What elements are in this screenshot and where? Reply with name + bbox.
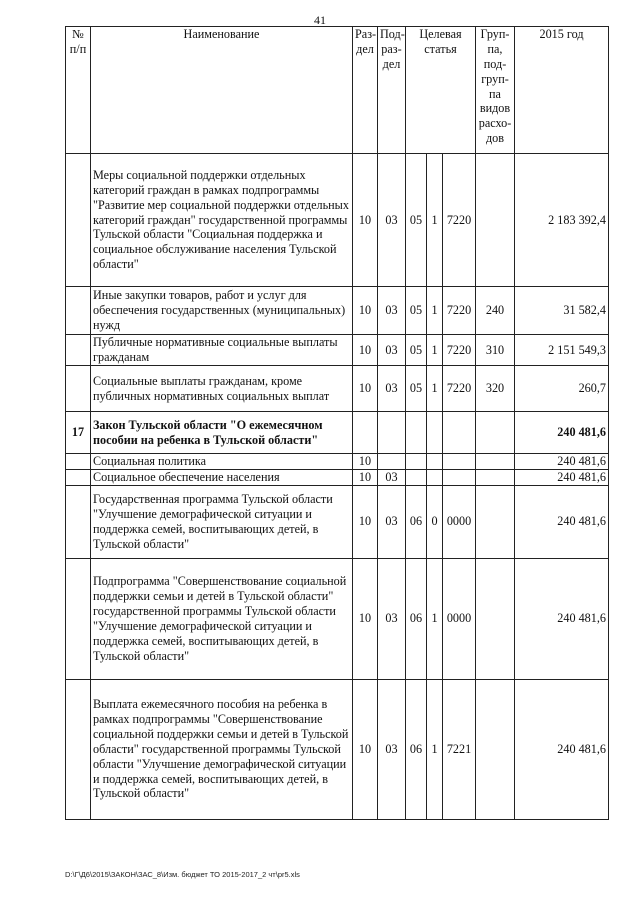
row-razdel: 10 [353, 679, 378, 819]
row-podrazdel: 03 [378, 679, 406, 819]
row-tsel-direction [443, 454, 476, 470]
header-row [66, 27, 609, 154]
file-path-footer: D:\Г\Д6\2015\ЗАКОН\ЗАС_8\Изм. бюджет ТО 2015-2017_2 чт\pr5.xls [65, 870, 300, 879]
row-tsel-sub: 1 [427, 366, 443, 412]
row-name: Меры социальной поддержки отдельных категорий граждан в рамках подпрограммы "Развитие мер социальной поддержки отдельных категорий граждан" государственной программы Тульской области "Социальная поддержка и социальное обслуживание населения Тульской области" [91, 154, 353, 287]
row-tsel-direction: 7220 [443, 335, 476, 366]
row-name: Закон Тульской области "О ежемесячном пособии на ребенка в Тульской области" [91, 412, 353, 454]
page-number: 41 [314, 13, 326, 27]
row-podrazdel: 03 [378, 558, 406, 679]
row-tsel-program: 06 [406, 485, 427, 558]
row-vid-rashodov [476, 469, 515, 485]
table-row [66, 558, 609, 679]
row-razdel: 10 [353, 366, 378, 412]
row-podrazdel: 03 [378, 154, 406, 287]
row-razdel: 10 [353, 469, 378, 485]
row-tsel-direction: 0000 [443, 485, 476, 558]
row-podrazdel [378, 412, 406, 454]
row-sum: 240 481,6 [515, 412, 609, 454]
row-tsel-sub: 1 [427, 287, 443, 335]
row-razdel: 10 [353, 335, 378, 366]
row-podrazdel: 03 [378, 485, 406, 558]
table-row [66, 335, 609, 366]
row-name: Социальные выплаты гражданам, кроме публичных нормативных социальных выплат [91, 366, 353, 412]
row-tsel-sub: 1 [427, 679, 443, 819]
row-sum: 260,7 [515, 366, 609, 412]
row-tsel-direction: 7220 [443, 154, 476, 287]
row-number: 17 [66, 412, 91, 454]
row-vid-rashodov [476, 558, 515, 679]
row-number [66, 558, 91, 679]
row-tsel-program [406, 469, 427, 485]
row-number [66, 469, 91, 485]
row-tsel-program: 06 [406, 558, 427, 679]
budget-table [65, 26, 609, 820]
row-razdel: 10 [353, 558, 378, 679]
header-name: Наименование [91, 27, 353, 154]
row-tsel-program: 06 [406, 679, 427, 819]
row-razdel: 10 [353, 485, 378, 558]
row-number [66, 366, 91, 412]
header-year: 2015 год [515, 27, 609, 154]
row-tsel-program: 05 [406, 154, 427, 287]
row-name: Выплата ежемесячного пособия на ребенка в рамках подпрограммы "Совершенствование социальной поддержки семьи и детей в Тульской области" государственной программы Тульской области "Улучшение демографической ситуации и поддержка семей, воспитывающих детей, в Тульской области" [91, 679, 353, 819]
row-vid-rashodov [476, 154, 515, 287]
row-podrazdel: 03 [378, 335, 406, 366]
table-row [66, 679, 609, 819]
row-name: Социальное обеспечение населения [91, 469, 353, 485]
row-tsel-direction [443, 469, 476, 485]
row-podrazdel: 03 [378, 287, 406, 335]
row-tsel-direction: 7221 [443, 679, 476, 819]
row-vid-rashodov [476, 454, 515, 470]
row-name: Подпрограмма "Совершенствование социальной поддержки семьи и детей в Тульской области" государственной программы Тульской области "Улучшение демографической ситуации и поддержка семей, воспитывающих детей, в Тульской области" [91, 558, 353, 679]
row-tsel-sub [427, 454, 443, 470]
row-tsel-sub [427, 412, 443, 454]
row-number [66, 454, 91, 470]
header-gruppa: Груп- па, под- груп- па видов расхо- дов [476, 27, 515, 154]
header-num: № п/п [66, 27, 91, 154]
row-tsel-sub: 1 [427, 558, 443, 679]
table-row [66, 366, 609, 412]
row-sum: 240 481,6 [515, 469, 609, 485]
row-tsel-sub: 1 [427, 154, 443, 287]
row-razdel: 10 [353, 287, 378, 335]
header-podrazdel: Под- раз- дел [378, 27, 406, 154]
row-razdel: 10 [353, 154, 378, 287]
header-tselevaya-statya: Целевая статья [406, 27, 476, 154]
row-tsel-direction: 7220 [443, 287, 476, 335]
row-sum: 240 481,6 [515, 454, 609, 470]
row-number [66, 485, 91, 558]
row-tsel-direction [443, 412, 476, 454]
row-name: Иные закупки товаров, работ и услуг для обеспечения государственных (муниципальных) нужд [91, 287, 353, 335]
table-row [66, 454, 609, 470]
row-vid-rashodov: 240 [476, 287, 515, 335]
row-tsel-direction: 0000 [443, 558, 476, 679]
row-sum: 2 183 392,4 [515, 154, 609, 287]
row-sum: 240 481,6 [515, 485, 609, 558]
row-vid-rashodov [476, 679, 515, 819]
table-row [66, 469, 609, 485]
row-number [66, 287, 91, 335]
row-tsel-program: 05 [406, 335, 427, 366]
row-sum: 2 151 549,3 [515, 335, 609, 366]
table-row [66, 287, 609, 335]
row-vid-rashodov: 310 [476, 335, 515, 366]
row-tsel-program [406, 412, 427, 454]
row-tsel-program: 05 [406, 366, 427, 412]
row-tsel-sub [427, 469, 443, 485]
row-podrazdel: 03 [378, 366, 406, 412]
row-vid-rashodov [476, 485, 515, 558]
row-name: Государственная программа Тульской области "Улучшение демографической ситуации и поддержка семей, воспитывающих детей, в Тульской области" [91, 485, 353, 558]
row-sum: 240 481,6 [515, 558, 609, 679]
row-razdel: 10 [353, 454, 378, 470]
row-number [66, 679, 91, 819]
row-podrazdel: 03 [378, 469, 406, 485]
row-tsel-sub: 1 [427, 335, 443, 366]
row-sum: 240 481,6 [515, 679, 609, 819]
row-razdel [353, 412, 378, 454]
table-row [66, 154, 609, 287]
row-vid-rashodov: 320 [476, 366, 515, 412]
table-row [66, 412, 609, 454]
row-tsel-program [406, 454, 427, 470]
row-sum: 31 582,4 [515, 287, 609, 335]
row-podrazdel [378, 454, 406, 470]
row-tsel-sub: 0 [427, 485, 443, 558]
row-name: Публичные нормативные социальные выплаты гражданам [91, 335, 353, 366]
header-razdel: Раз- дел [353, 27, 378, 154]
table-row [66, 485, 609, 558]
row-vid-rashodov [476, 412, 515, 454]
row-name: Социальная политика [91, 454, 353, 470]
row-number [66, 154, 91, 287]
row-tsel-program: 05 [406, 287, 427, 335]
row-tsel-direction: 7220 [443, 366, 476, 412]
row-number [66, 335, 91, 366]
